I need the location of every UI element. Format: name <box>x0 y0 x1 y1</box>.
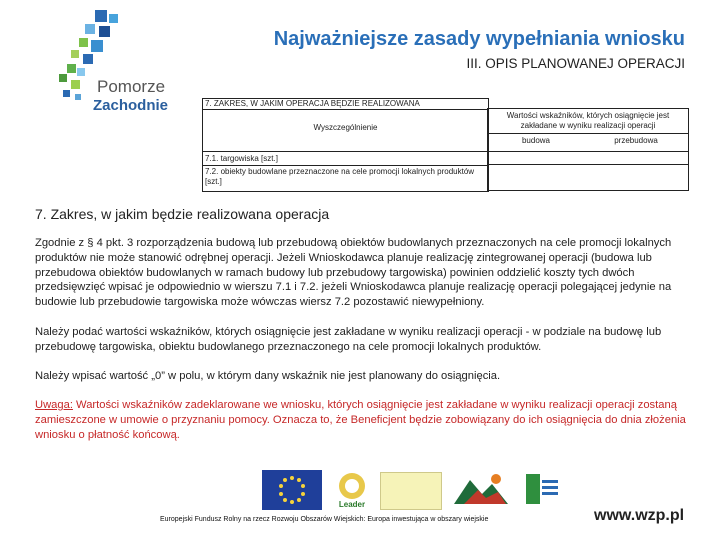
form-values-cells <box>487 150 689 191</box>
page-title: Najważniejsze zasady wypełniania wniosku <box>273 28 685 50</box>
leader-logo <box>332 470 372 510</box>
col-values-header: Wartości wskaźników, których osiągnięcie jest zakładane w wyniku realizacji operacji <box>506 111 670 130</box>
note-label: Uwaga: <box>35 399 73 411</box>
col-rebuild: przebudowa <box>614 136 658 145</box>
paragraph-1 <box>35 236 690 310</box>
col-specification: Wyszczególnienie <box>313 123 378 132</box>
eu-flag-icon <box>262 470 322 510</box>
form-section-label: 7. ZAKRES, W JAKIM OPERACJA BĘDZIE REALIZOWANA <box>205 99 420 108</box>
paragraph-2: Należy podać wartości wskaźników, których osiągnięcie jest zakładane w wyniku realizacji operacji - w podziale na budowę lub przebudowę targowiska, obiektu budowlanego przeznaczonego na cele promocji lokalnych produktów. <box>35 326 662 353</box>
local-action-group-logo <box>380 472 442 510</box>
note-paragraph <box>35 398 690 442</box>
mountain-logo-icon <box>452 470 510 510</box>
page-subtitle: III. OPIS PLANOWANEJ OPERACJI <box>466 56 685 71</box>
form-excerpt-table <box>202 98 489 192</box>
note-text: Wartości wskaźników zadeklarowane we wniosku, których osiągnięcie jest zakładane w wyniku realizacji operacji zostaną zamieszczone w umowie o przyznaniu pomocy. Oznacza to, że Beneficjent będzie zobowiązany do ich osiągnięcia do dnia złożenia wniosku o płatność końcową. <box>35 399 686 441</box>
section-heading: 7. Zakres, w jakim będzie realizowana operacja <box>35 206 330 222</box>
program-logo <box>524 470 560 510</box>
logo-line1: Pomorze <box>97 77 166 96</box>
leader-label: Leader <box>338 500 366 509</box>
form-row-7-2: 7.2. obiekty budowlane przeznaczone na cele promocji lokalnych produktów [szt.] <box>205 167 475 186</box>
pixel-mosaic-icon <box>55 10 185 115</box>
form-values-header <box>487 108 689 152</box>
col-build: budowa <box>521 136 551 145</box>
footer-fund-text: Europejski Fundusz Rolny na rzecz Rozwoju Obszarów Wiejskich: Europa inwestująca w obszary wiejskie <box>160 516 489 523</box>
paragraph-3: Należy wpisać wartość „0” w polu, w którym dany wskaźnik nie jest planowany do osiągnięcia. <box>35 370 501 382</box>
paragraph-1-text: Zgodnie z § 4 pkt. 3 rozporządzenia budową lub przebudową obiektów budowlanych przeznaczonych na cele promocji lokalnych produktów nie może stanowić odrębnej operacji. Jeżeli Wnioskodawca planuje realizację zintegrowanej operacji (budowa lub przebudowa obiektów budowlanych w ramach budowy lub przebudowy targowiska) powinien oddzielić koszty tych dwóch przedsięwzięć wpisać je odpowiednio w wierszu 7.1 i 7.2. jeżeli Wnioskodawca planuje realizację operacji polegającej jedynie na budowie lub przebudowie targowiska może wówczas wiersz 7.2 pozostawić niewypełniony. <box>35 237 672 309</box>
form-row-7-1: 7.1. targowiska [szt.] <box>205 154 278 163</box>
pomorze-zachodnie-logo <box>55 10 185 115</box>
logo-line2: Zachodnie <box>93 97 169 114</box>
website-link[interactable]: www.wzp.pl <box>594 507 685 524</box>
